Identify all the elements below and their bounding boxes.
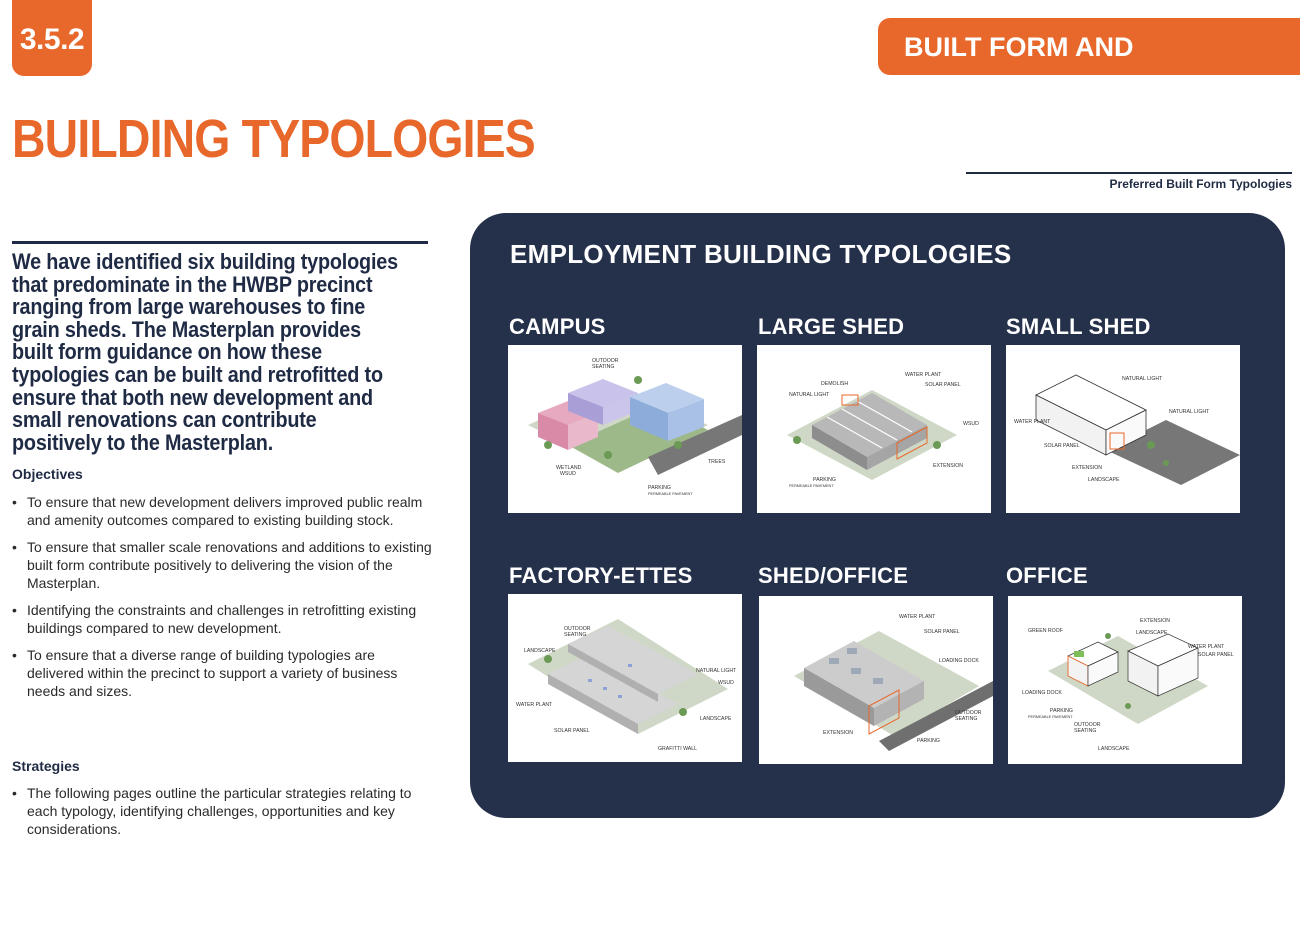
objectives-list — [12, 493, 432, 709]
annotation: WATER PLANT — [1014, 419, 1051, 425]
annotation: PERMEABLE PAVEMENT — [648, 492, 693, 496]
annotation: OUTDOOR — [592, 358, 619, 364]
typology-card-small-shed — [1006, 345, 1240, 513]
figure-caption: Preferred Built Form Typologies — [1109, 177, 1292, 191]
annotation: SEATING — [564, 632, 587, 638]
objective-item: • To ensure that smaller scale renovations and additions to existing built form contribute positively to delivering the vision of the Masterplan. — [12, 538, 432, 592]
annotation: SOLAR PANEL — [1044, 443, 1080, 449]
factory-ettes-illustration — [508, 594, 742, 762]
annotation: PARKING — [813, 477, 836, 483]
annotation: LOADING DOCK — [1022, 690, 1062, 696]
objective-item: • To ensure that a diverse range of building typologies are delivered within the precinct to support a variety of business needs and sizes. — [12, 646, 432, 700]
annotation: SOLAR PANEL — [1198, 652, 1234, 658]
annotation: SEATING — [1074, 728, 1097, 734]
typology-label-large-shed: LARGE SHED — [758, 314, 905, 339]
annotation: PERMEABLE PAVEMENT — [1028, 715, 1073, 719]
small-shed-illustration — [1006, 345, 1240, 513]
annotation: WATER PLANT — [905, 372, 942, 378]
typology-card-shed-office — [759, 596, 993, 764]
annotation: OUTDOOR — [564, 626, 591, 632]
strategy-item: • The following pages outline the particular strategies relating to each typology, identifying challenges, opportunities and key considerations. — [12, 784, 432, 838]
intro-paragraph: We have identified six building typologies that predominate in the HWBP precinct ranging from large warehouses to fine grain sheds. The Masterplan provides built form guidance on how these typologies can be built and retrofitted to ensure that both new development and small renovations can contribute positively to the Masterplan. — [12, 249, 398, 455]
annotation: WSUD — [560, 471, 576, 477]
annotation: NATURAL LIGHT — [789, 392, 830, 398]
typology-card-campus — [508, 345, 742, 513]
annotation: EXTENSION — [933, 463, 963, 469]
large-shed-illustration — [757, 345, 991, 513]
annotation: EXTENSION — [1072, 465, 1102, 471]
annotation: GREEN ROOF — [1028, 628, 1063, 634]
annotation: SOLAR PANEL — [924, 629, 960, 635]
annotation: NATURAL LIGHT — [696, 668, 737, 674]
section-number-badge: 3.5.2 — [12, 0, 92, 76]
objective-item: • Identifying the constraints and challenges in retrofitting existing buildings compared to new development. — [12, 601, 432, 637]
typologies-panel — [470, 213, 1285, 818]
annotation: EXTENSION — [823, 730, 853, 736]
annotation: WETLAND — [556, 465, 582, 471]
annotation: SOLAR PANEL — [554, 728, 590, 734]
annotation: SEATING — [955, 716, 978, 722]
annotation: GRAFITTI WALL — [658, 746, 698, 752]
typology-card-large-shed — [757, 345, 991, 513]
typology-label-small-shed: SMALL SHED — [1006, 314, 1151, 339]
annotation: PARKING — [1050, 708, 1073, 714]
annotation: WATER PLANT — [1188, 644, 1225, 650]
page-title: BUILDING TYPOLOGIES — [12, 109, 535, 169]
typology-label-factory-ettes: FACTORY-ETTES — [509, 563, 693, 588]
annotation: WSUD — [718, 680, 734, 686]
shed-office-illustration — [759, 596, 993, 764]
section-title-tag: BUILT FORM AND INFRASTRUCTURE — [878, 18, 1300, 75]
typology-label-campus: CAMPUS — [509, 314, 606, 339]
caption-divider — [966, 172, 1292, 174]
annotation: PARKING — [917, 738, 940, 744]
annotation: NATURAL LIGHT — [1122, 376, 1163, 382]
strategies-heading: Strategies — [12, 758, 80, 774]
annotation: LANDSCAPE — [1088, 477, 1120, 483]
annotation: SOLAR PANEL — [925, 382, 961, 388]
annotation: EXTENSION — [1140, 618, 1170, 624]
annotation: LANDSCAPE — [524, 648, 556, 654]
annotation: LANDSCAPE — [1136, 630, 1168, 636]
typology-card-office — [1008, 596, 1242, 764]
intro-divider — [12, 241, 428, 244]
annotation: OUTDOOR — [1074, 722, 1101, 728]
office-illustration — [1008, 596, 1242, 764]
panel-title: EMPLOYMENT BUILDING TYPOLOGIES — [510, 239, 1012, 269]
objective-item: • To ensure that new development delivers improved public realm and amenity outcomes compared to existing building stock. — [12, 493, 432, 529]
typology-label-shed-office: SHED/OFFICE — [758, 563, 909, 588]
campus-illustration — [508, 345, 742, 513]
annotation: NATURAL LIGHT — [1169, 409, 1210, 415]
annotation: WATER PLANT — [516, 702, 553, 708]
annotation: PERMEABLE PAVEMENT — [789, 484, 834, 488]
annotation: TREES — [708, 459, 726, 465]
annotation: WATER PLANT — [899, 614, 936, 620]
strategies-list — [12, 784, 432, 847]
annotation: LANDSCAPE — [700, 716, 732, 722]
typology-label-office: OFFICE — [1006, 563, 1088, 588]
annotation: WSUD — [963, 421, 979, 427]
annotation: OUTDOOR — [955, 710, 982, 716]
annotation: LOADING DOCK — [939, 658, 979, 664]
typology-card-factory-ettes — [508, 594, 742, 762]
annotation: DEMOLISH — [821, 381, 849, 387]
objectives-heading: Objectives — [12, 466, 83, 482]
annotation: LANDSCAPE — [1098, 746, 1130, 752]
annotation: SEATING — [592, 364, 615, 370]
annotation: PARKING — [648, 485, 671, 491]
